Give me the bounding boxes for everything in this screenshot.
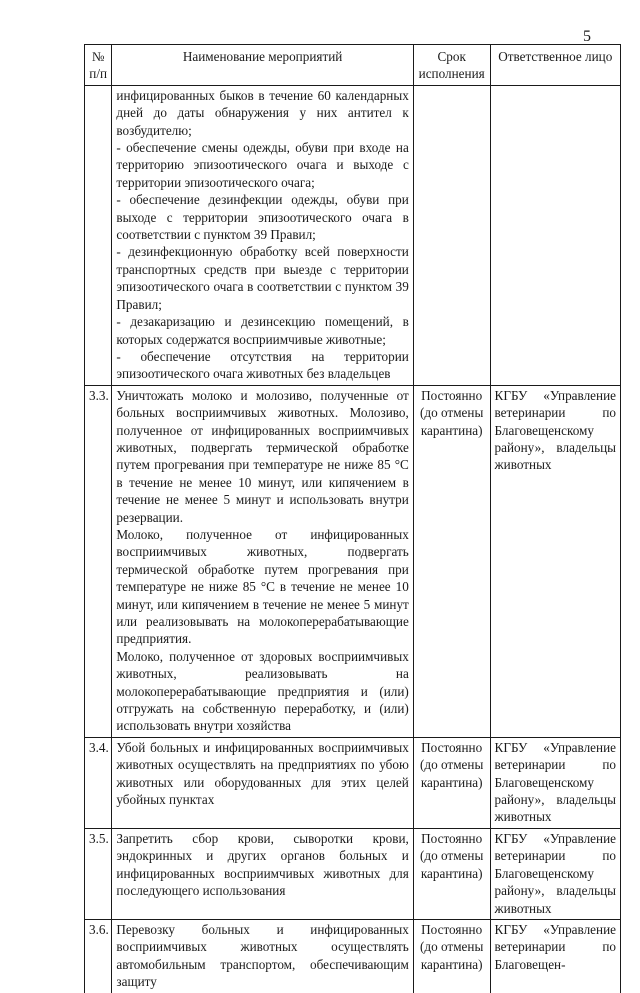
measure-term: [413, 85, 490, 385]
measure-term: Постоянно (до отмены карантина): [413, 737, 490, 828]
measure-term: Постоянно (до отмены карантина): [413, 385, 490, 737]
header-term: Срок исполнения: [413, 45, 490, 86]
measure-description: [112, 85, 413, 385]
table-row: [85, 85, 621, 385]
measure-term: Постоянно (до отмены карантина): [413, 919, 490, 992]
measure-paragraph: Молоко, полученное от здоровых восприимчивых животных, реализовывать на молокоперерабатывающие предприятия и (или) отгружать на собственную переработку, и (или) использовать внутри хозяйства: [116, 648, 409, 734]
measure-paragraph: Запретить сбор крови, сыворотки крови, эндокринных и других органов больных и инфицированных восприимчивых животных для последующего использования: [116, 830, 409, 899]
measure-responsible: КГБУ «Управление ветеринарии по Благовещенскому району», владельцы животных: [490, 828, 620, 919]
table-header-row: [85, 45, 621, 86]
measure-paragraph: Уничтожать молоко и молозиво, полученные от больных восприимчивых животных. Молозиво, полученное от инфицированных восприимчивых животных, подвергать термической обработке путем прогревания при температуре не ниже 85 °С в течение не менее 10 минут, или кипячением в течение не менее 5 минут и использовать внутри резервации.: [116, 387, 409, 525]
table-row: [85, 919, 621, 992]
measure-paragraph: Молоко, полученное от инфицированных восприимчивых животных, подвергать термической обработке путем прогревания при температуре не ниже 85 °С в течение не менее 10 минут, или кипячением в течение не менее 5 минут или реализовывать на молокоперерабатывающие предприятия.: [116, 526, 409, 647]
row-number: 3.5.: [85, 828, 112, 919]
measure-paragraph: - обеспечение дезинфекции одежды, обуви при выходе с территории эпизоотического очага в соответствии с пунктом 39 Правил;: [116, 192, 409, 243]
measure-description: [112, 385, 413, 737]
table-row: [85, 828, 621, 919]
header-name: Наименование мероприятий: [112, 45, 413, 86]
page-number: 5: [583, 28, 591, 45]
header-num: № п/п: [85, 45, 112, 86]
measure-responsible: КГБУ «Управление ветеринарии по Благовещенскому району», владельцы животных: [490, 737, 620, 828]
measure-term: Постоянно (до отмены карантина): [413, 828, 490, 919]
row-number: 3.4.: [85, 737, 112, 828]
header-resp: Ответственное лицо: [490, 45, 620, 86]
measure-responsible: [490, 85, 620, 385]
table-row: [85, 385, 621, 737]
measure-paragraph: инфицированных быков в течение 60 календарных дней до даты обнаружения у них антител к возбудителю;: [116, 87, 409, 138]
measure-description: [112, 919, 413, 992]
measure-paragraph: - дезинфекционную обработку всей поверхности транспортных средств при выезде с территории эпизоотического очага в соответствии с пунктом 39 Правил;: [116, 244, 409, 312]
measure-paragraph: - обеспечение отсутствия на территории эпизоотического очага животных без владельцев: [116, 348, 409, 382]
row-number: 3.6.: [85, 919, 112, 992]
table-row: [85, 737, 621, 828]
measure-responsible: КГБУ «Управление ветеринарии по Благовещен-: [490, 919, 620, 992]
measure-paragraph: Перевозку больных и инфицированных восприимчивых животных осуществлять автомобильным транспортом, обеспечивающим защиту: [116, 921, 409, 990]
measure-paragraph: - обеспечение смены одежды, обуви при входе на территорию эпизоотического очага и выходе с территории эпизоотического очага;: [116, 140, 409, 190]
measure-description: [112, 828, 413, 919]
table-body: [85, 85, 621, 992]
measure-responsible: КГБУ «Управление ветеринарии по Благовещенскому району», владельцы животных: [490, 385, 620, 737]
row-number: 3.3.: [85, 385, 112, 737]
measures-table: [84, 44, 621, 993]
measure-description: [112, 737, 413, 828]
measure-paragraph: - дезакаризацию и дезинсекцию помещений, в которых содержатся восприимчивые животные;: [116, 314, 409, 347]
row-number: [85, 85, 112, 385]
measure-paragraph: Убой больных и инфицированных восприимчивых животных осуществлять на предприятиях по убою животных или оборудованных для этих целей убойных пунктах: [116, 739, 409, 808]
